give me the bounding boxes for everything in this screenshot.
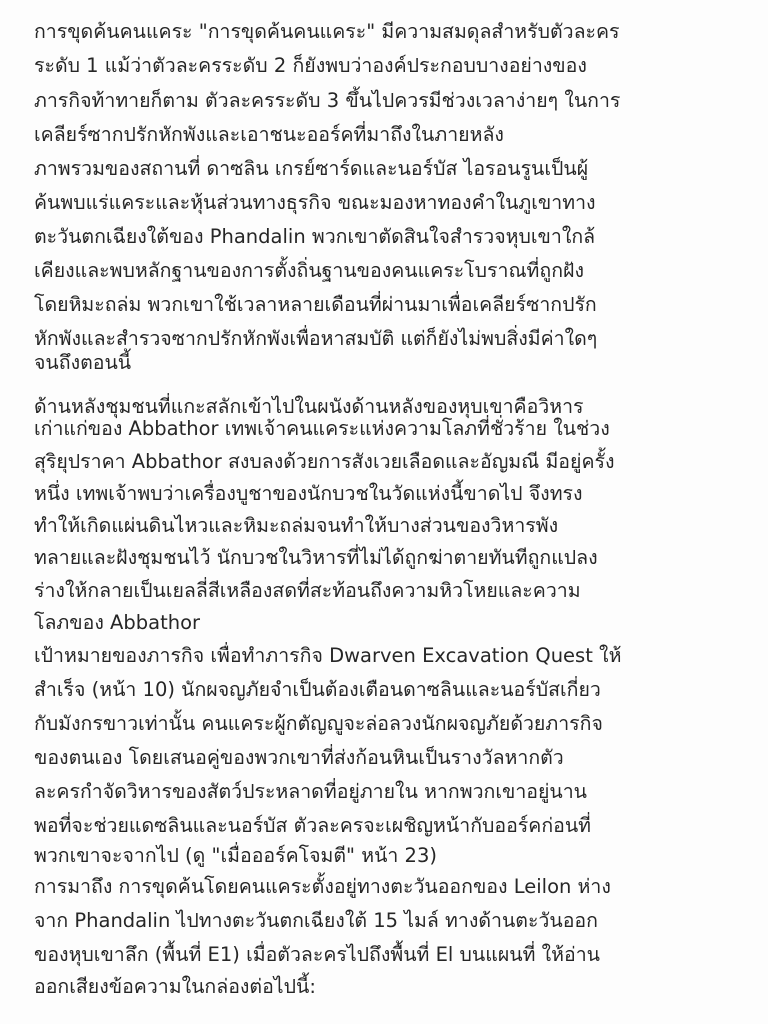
text-line: ละครกำจัดวิหารของสัตว์ประหลาดที่อยู่ภายใน หากพวกเขาอยู่นาน bbox=[34, 780, 588, 803]
text-line: เคลียร์ซากปรักหักพังและเอาชนะออร์คที่มาถึงในภายหลัง bbox=[34, 123, 504, 146]
text-line: ของตนเอง โดยเสนอคู่ของพวกเขาที่ส่งก้อนหินเป็นรางวัลหากตัว bbox=[34, 746, 564, 769]
text-line: พวกเขาจะจากไป (ดู "เมื่อออร์คโจมตี" หน้า 23) bbox=[34, 844, 437, 867]
text-line: ทำให้เกิดแผ่นดินไหวและหิมะถล่มจนทำให้บางส่วนของวิหารพัง bbox=[34, 514, 559, 537]
text-line: ระดับ 1 แม้ว่าตัวละครระดับ 2 ก็ยังพบว่าองค์ประกอบบางอย่างของ bbox=[34, 54, 587, 77]
text-line: เป้าหมายของภารกิจ เพื่อทำภารกิจ Dwarven Excavation Quest ให้ bbox=[34, 644, 622, 667]
text-line: สุริยุปราคา Abbathor สงบลงด้วยการสังเวยเลือดและอัญมณี มีอยู่ครั้ง bbox=[34, 450, 615, 473]
text-line: ออกเสียงข้อความในกล่องต่อไปนี้: bbox=[34, 975, 316, 998]
text-line: ภาพรวมของสถานที่ ดาซลิน เกรย์ซาร์ดและนอร์บัส ไอรอนรูนเป็นผู้ bbox=[34, 157, 589, 180]
text-line: ร่างให้กลายเป็นเยลลี่สีเหลืองสดที่สะท้อนถึงความหิวโหยและความ bbox=[34, 579, 581, 602]
text-line: การขุดค้นคนแคระ "การขุดค้นคนแคระ" มีความสมดุลสำหรับตัวละคร bbox=[34, 20, 620, 43]
text-line: ตะวันตกเฉียงใต้ของ Phandalin พวกเขาตัดสินใจสำรวจหุบเขาใกล้ bbox=[34, 225, 596, 248]
text-line: โลภของ Abbathor bbox=[34, 611, 201, 634]
text-line: พอที่จะช่วยแดซลินและนอร์บัส ตัวละครจะเผชิญหน้ากับออร์คก่อนที่ bbox=[34, 814, 592, 837]
text-line: หนึ่ง เทพเจ้าพบว่าเครื่องบูชาของนักบวชในวัดแห่งนี้ขาดไป จึงทรง bbox=[34, 482, 583, 505]
text-line: เก่าแก่ของ Abbathor เทพเจ้าคนแคระแห่งความโลภที่ชั่วร้าย ในช่วง bbox=[34, 417, 610, 440]
text-line: ภารกิจท้าทายก็ตาม ตัวละครระดับ 3 ขึ้นไปควรมีช่วงเวลาง่ายๆ ในการ bbox=[34, 89, 621, 112]
text-line: หักพังและสำรวจซากปรักหักพังเพื่อหาสมบัติ แต่ก็ยังไม่พบสิ่งมีค่าใดๆ bbox=[34, 327, 598, 350]
text-line: จาก Phandalin ไปทางตะวันตกเฉียงใต้ 15 ไมล์ ทางด้านตะวันออก bbox=[34, 909, 598, 932]
text-line: ค้นพบแร่แคระและหุ้นส่วนทางธุรกิจ ขณะมองหาทองคำในภูเขาทาง bbox=[34, 191, 596, 214]
text-line: จนถึงตอนนี้ bbox=[34, 351, 132, 374]
text-line: การมาถึง การขุดค้นโดยคนแคระตั้งอยู่ทางตะวันออกของ Leilon ห่าง bbox=[34, 875, 611, 898]
text-line: ด้านหลังชุมชนที่แกะสลักเข้าไปในผนังด้านหลังของหุบเขาคือวิหาร bbox=[34, 395, 584, 418]
text-line: โดยหิมะถล่ม พวกเขาใช้เวลาหลายเดือนที่ผ่านมาเพื่อเคลียร์ซากปรัก bbox=[34, 293, 597, 316]
text-line: สำเร็จ (หน้า 10) นักผจญภัยจำเป็นต้องเตือนดาซลินและนอร์บัสเกี่ยว bbox=[34, 678, 601, 701]
text-line: ทลายและฝังชุมชนไว้ นักบวชในวิหารที่ไม่ได้ถูกฆ่าตายทันทีถูกแปลง bbox=[34, 546, 598, 569]
text-line: กับมังกรขาวเท่านั้น คนแคระผู้กตัญญูจะล่อลวงนักผจญภัยด้วยภารกิจ bbox=[34, 712, 603, 735]
text-line: เคียงและพบหลักฐานของการตั้งถิ่นฐานของคนแคระโบราณที่ถูกฝัง bbox=[34, 259, 584, 282]
text-line: ของหุบเขาลึก (พื้นที่ E1) เมื่อตัวละครไปถึงพื้นที่ El บนแผนที่ ให้อ่าน bbox=[34, 943, 600, 966]
